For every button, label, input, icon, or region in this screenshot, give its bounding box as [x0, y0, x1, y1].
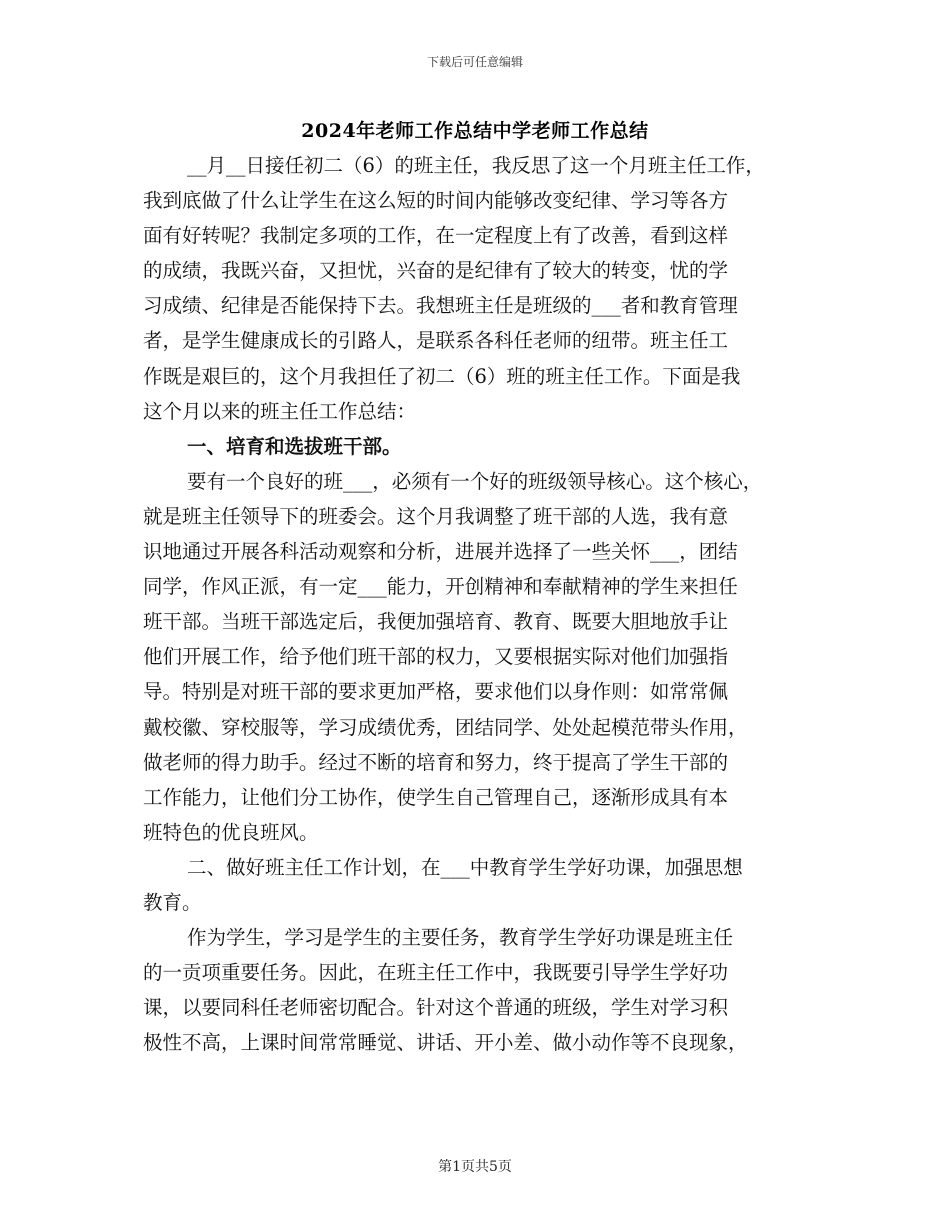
body-line: 班特色的优良班风。	[143, 820, 319, 844]
body-line: 班干部。当班干部选定后，我便加强培育、教育、既要大胆地放手让	[143, 610, 729, 634]
body-line: 就是班主任领导下的班委会。这个月我调整了班干部的人选，我有意	[143, 504, 729, 528]
body-line: 戴校徽、穿校服等，学习成绩优秀，团结同学、处处起模范带头作用，	[143, 715, 748, 739]
body-line: 的一贡项重要任务。因此，在班主任工作中，我既要引导学生学好功	[143, 961, 729, 985]
body-line: 课，以要同科任老师密切配合。针对这个普通的班级，学生对学习积	[143, 996, 729, 1020]
body-line: 者，是学生健康成长的引路人，是联系各科任老师的纽带。班主任工	[143, 329, 729, 353]
body-line: 作为学生，学习是学生的主要任务，教育学生学好功课是班主任	[187, 926, 734, 950]
body-line: 极性不高，上课时间常常睡觉、讲话、开小差、做小动作等不良现象，	[143, 1031, 748, 1055]
body-line: __月__日接任初二（6）的班主任，我反思了这一个月班主任工作，	[187, 154, 765, 177]
body-line: 他们开展工作，给予他们班干部的权力，又要根据实际对他们加强指	[143, 645, 729, 669]
body-line: 同学，作风正派，有一定___能力，开创精神和奉献精神的学生来担任	[143, 575, 738, 599]
section-heading: 二、做好班主任工作计划，在___中教育学生学好功课，加强思想	[187, 855, 743, 879]
body-line: 的成绩，我既兴奋，又担忧，兴奋的是纪律有了较大的转变，忧的学	[143, 259, 729, 283]
section-heading: 一、培育和选拔班干部。	[187, 434, 402, 458]
body-line: 导。特别是对班干部的要求更加严格，要求他们以身作则：如常常佩	[143, 680, 729, 704]
document-body	[143, 148, 813, 1060]
body-line: 这个月以来的班主任工作总结：	[143, 399, 417, 423]
body-line: 作既是艰巨的，这个月我担任了初二（6）班的班主任工作。下面是我	[143, 364, 741, 388]
body-line: 我到底做了什么让学生在这么短的时间内能够改变纪律、学习等各方	[143, 189, 729, 213]
body-line: 教育。	[143, 890, 202, 914]
body-line: 要有一个良好的班___，必须有一个好的班级领导核心。这个核心，	[187, 469, 763, 493]
body-line: 面有好转呢？我制定多项的工作，在一定程度上有了改善，看到这样	[143, 224, 729, 248]
body-line: 做老师的得力助手。经过不断的培育和努力，终于提高了学生干部的	[143, 750, 729, 774]
page-number: 第1页共5页	[438, 1159, 512, 1175]
header-note: 下载后可任意编辑	[426, 55, 523, 69]
body-line: 识地通过开展各科活动观察和分析，进展并选择了一些关怀___，团结	[143, 540, 738, 564]
body-line: 工作能力，让他们分工协作，使学生自己管理自己，逐渐形成具有本	[143, 785, 729, 809]
document-title: 2024年老师工作总结中学老师工作总结	[301, 120, 649, 142]
body-line: 习成绩、纪律是否能保持下去。我想班主任是班级的___者和教育管理	[143, 294, 738, 318]
